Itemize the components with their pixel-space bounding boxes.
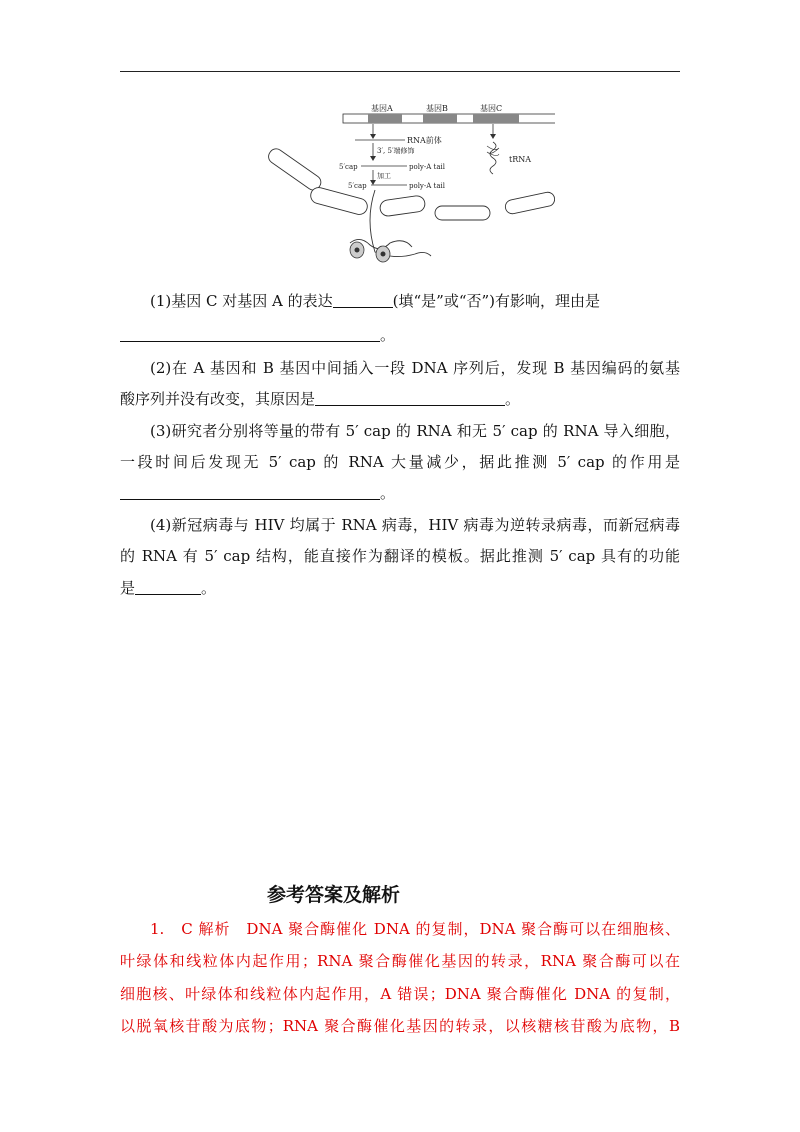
answer-title: 参考答案及解析 [267,884,401,906]
modify-label: 3′, 5′端修饰 [377,147,415,155]
tail-label-2: poly-A tail [409,182,445,190]
answer-line-2: 叶绿体和线粒体内起作用；RNA 聚合酶催化基因的转录，RNA 聚合酶可以在 [120,952,680,970]
q1-text: (1)基因 C 对基因 A 的表达 [150,292,333,310]
gene-a-label: 基因A [371,104,393,113]
answer-line-1: 1. C 解析 DNA 聚合酶催化 DNA 的复制，DNA 聚合酶可以在细胞核、 [150,920,680,938]
q3-end: 。 [380,484,396,502]
trna-coil [490,142,496,174]
q1-text-tail: (填“是”或“否”)有影响，理由是 [392,292,601,310]
process-label: 加工 [377,172,391,180]
q4-line2: 的 RNA 有 5′ cap 结构，能直接作为翻译的模板。据此推测 5′ cap 具有的功能 [120,547,680,565]
q1-line2 [120,324,395,346]
gene-a-segment [368,114,402,123]
figure-svg [255,98,555,278]
rna-precursor-label: RNA前体 [407,136,442,145]
q3-line1: (3)研究者分别将等量的带有 5′ cap 的 RNA 和无 5′ cap 的 RNA 导入细胞， [150,422,680,440]
q1-blank-2[interactable] [120,327,380,342]
header-rule [120,71,680,72]
q4-blank[interactable] [135,580,201,595]
q3-line2: 一段时间后发现无 5′ cap 的 RNA 大量减少，据此推测 5′ cap 的作用是 [120,453,680,471]
q1-end: 。 [380,326,396,344]
q4-end: 。 [201,579,217,597]
q2-end: 。 [505,390,521,408]
answer-line-4: 以脱氧核苷酸为底物；RNA 聚合酶催化基因的转录，以核糖核苷酸为底物，B [120,1017,680,1035]
q2-line2 [120,388,520,410]
q1-line1 [150,290,600,312]
cap-label-2: 5′cap [348,182,367,190]
q4-text: 是 [120,579,136,597]
gene-c-segment [473,114,519,123]
cap-label-1: 5′cap [339,163,358,171]
gene-b-segment [423,114,457,123]
q2-text: 酸序列并没有改变，其原因是 [120,390,316,408]
trna-label: tRNA [509,155,532,164]
tail-label-1: poly-A tail [409,163,445,171]
gene-c-label: 基因C [480,104,503,113]
q3-blank[interactable] [120,485,380,500]
gene-expression-figure [255,98,555,278]
q2-line1: (2)在 A 基因和 B 基因中间插入一段 DNA 序列后，发现 B 基因编码的氨基 [150,359,680,377]
q1-blank-1[interactable] [333,293,393,308]
gene-b-label: 基因B [426,104,448,113]
q3-line3 [120,482,395,504]
q4-line3 [120,577,216,599]
q2-blank[interactable] [315,391,505,406]
q4-line1: (4)新冠病毒与 HIV 均属于 RNA 病毒，HIV 病毒为逆转录病毒，而新冠病毒 [150,516,680,534]
answer-line-3: 细胞核、叶绿体和线粒体内起作用，A 错误；DNA 聚合酶催化 DNA 的复制， [120,985,680,1003]
